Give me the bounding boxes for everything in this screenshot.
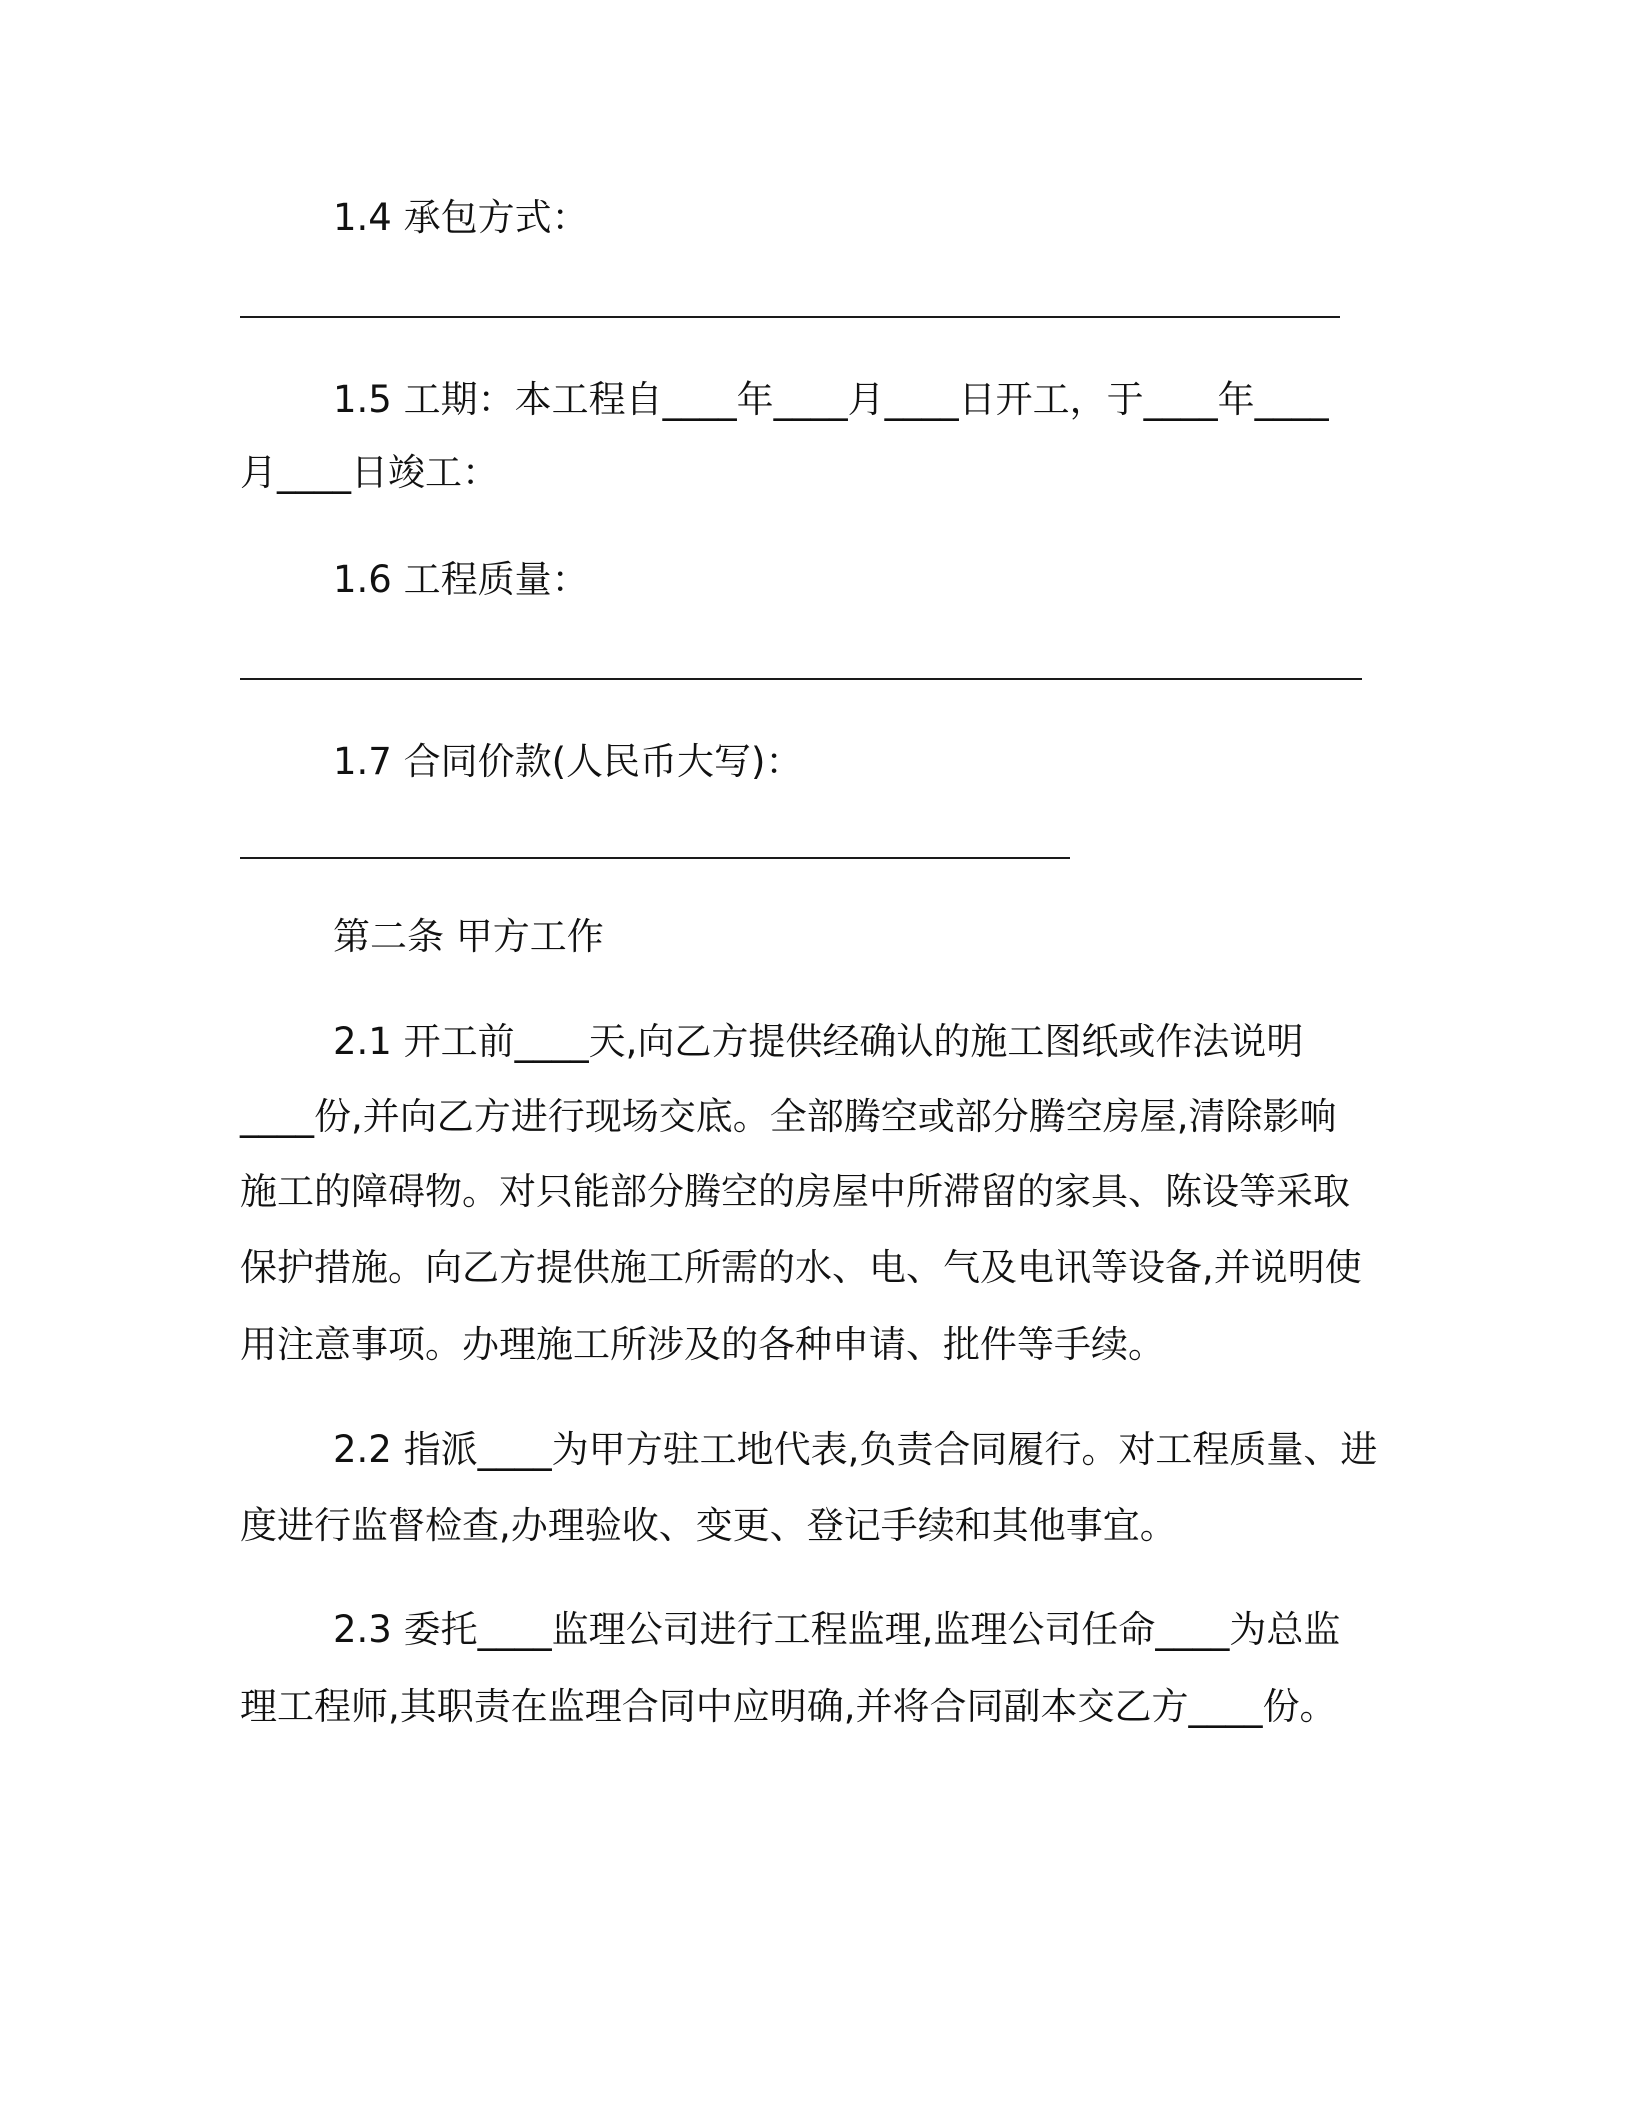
item-1-4-label: 1.4 承包方式： bbox=[333, 196, 589, 239]
item-2-1-line-4: 保护措施。向乙方提供施工所需的水、电、气及电讯等设备,并说明使 bbox=[240, 1246, 1362, 1289]
article-2-heading: 第二条 甲方工作 bbox=[333, 915, 604, 958]
item-2-2-line-2: 度进行监督检查,办理验收、变更、登记手续和其他事宜。 bbox=[240, 1504, 1177, 1547]
item-2-3-line-2: 理工程师,其职责在监理合同中应明确,并将合同副本交乙方____份。 bbox=[240, 1685, 1337, 1728]
item-2-1-line-3: 施工的障碍物。对只能部分腾空的房屋中所滞留的家具、陈设等采取 bbox=[240, 1170, 1350, 1213]
item-2-1-line-1: 2.1 开工前____天,向乙方提供经确认的施工图纸或作法说明 bbox=[333, 1020, 1304, 1063]
blank-line-1-4 bbox=[240, 316, 1340, 318]
item-2-3-line-1: 2.3 委托____监理公司进行工程监理,监理公司任命____为总监 bbox=[333, 1608, 1341, 1651]
item-2-1-line-2: ____份,并向乙方进行现场交底。全部腾空或部分腾空房屋,清除影响 bbox=[240, 1095, 1337, 1138]
item-1-5-line-2: 月____日竣工： bbox=[240, 451, 499, 494]
item-1-7-label: 1.7 合同价款(人民币大写)： bbox=[333, 740, 803, 783]
item-1-6-label: 1.6 工程质量： bbox=[333, 558, 589, 601]
item-2-1-line-5: 用注意事项。办理施工所涉及的各种申请、批件等手续。 bbox=[240, 1323, 1165, 1366]
item-2-2-line-1: 2.2 指派____为甲方驻工地代表,负责合同履行。对工程质量、进 bbox=[333, 1428, 1378, 1471]
item-1-5-line-1: 1.5 工期：本工程自____年____月____日开工，于____年____ bbox=[333, 378, 1329, 421]
blank-line-1-6 bbox=[240, 678, 1362, 680]
blank-line-1-7 bbox=[240, 857, 1070, 859]
